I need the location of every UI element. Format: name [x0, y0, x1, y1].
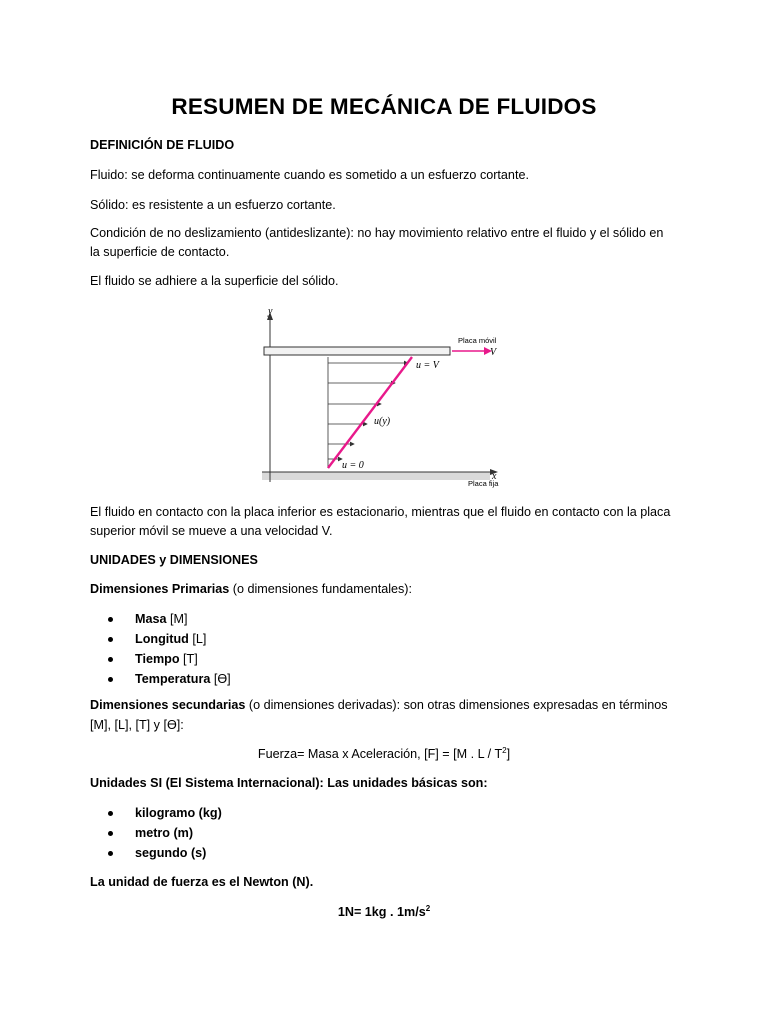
paragraph-newton: La unidad de fuerza es el Newton (N).: [90, 875, 314, 889]
y-axis-label: y: [268, 306, 273, 317]
page-title: RESUMEN DE MECÁNICA DE FLUIDOS: [171, 94, 597, 119]
dim-secundarias-term: Dimensiones secundarias: [90, 698, 246, 712]
section-heading-unidades: UNIDADES y DIMENSIONES: [90, 553, 258, 567]
paragraph-unidades-si: [90, 773, 488, 793]
primary-dimensions-list: [108, 609, 231, 689]
velocity-profile-line: [328, 357, 412, 468]
list-item: Tiempo [T]: [108, 649, 231, 669]
unidades-si-desc: (El Sistema Internacional): Las unidades básicas son:: [162, 776, 488, 790]
list-item: segundo (s): [108, 843, 222, 863]
moving-plate: [264, 347, 450, 355]
u-equals-v-label: u = V: [416, 360, 439, 371]
u-equals-zero-label: u = 0: [342, 460, 364, 471]
moving-plate-label: Placa móvil: [458, 336, 497, 345]
section-heading-definicion: DEFINICIÓN DE FLUIDO: [90, 138, 235, 152]
fixed-plate-label: Placa fija: [468, 479, 499, 488]
velocity-profile-figure: [256, 300, 506, 490]
list-item: Temperatura [ϴ]: [108, 669, 231, 689]
fixed-plate: [262, 472, 490, 480]
paragraph-adhiere: El fluido se adhiere a la superficie del sólido.: [90, 274, 339, 288]
paragraph-dimensiones-secundarias-line1: [90, 695, 668, 715]
fuerza-formula: Fuerza= Masa x Aceleración, [F] = [M . L / $T^2$]: [257, 746, 511, 761]
unidades-si-term: Unidades SI: [90, 776, 163, 790]
paragraph-condicion-line1: Condición de no deslizamiento (antideslizante): no hay movimiento relativo entre el fluido y el sólido en: [90, 226, 664, 240]
plate-velocity-label: V: [490, 347, 497, 358]
paragraph-fluido: Fluido: se deforma continuamente cuando es sometido a un esfuerzo cortante.: [90, 168, 529, 182]
si-units-list: [108, 803, 222, 863]
paragraph-dimensiones-primarias: [90, 579, 412, 599]
paragraph-dimensiones-secundarias-line2: [M], [L], [T] y [ϴ]:: [90, 718, 184, 732]
paragraph-condicion-line2: la superficie de contacto.: [90, 245, 230, 259]
dim-primarias-desc: (o dimensiones fundamentales):: [229, 582, 413, 596]
newton-formula: 1N= 1kg . $1m/s^2$: [337, 904, 431, 919]
velocity-profile-diagram: [256, 300, 506, 490]
x-axis-label: x: [492, 471, 497, 482]
u-of-y-label: u(y): [374, 416, 391, 427]
paragraph-solido: Sólido: es resistente a un esfuerzo cortante.: [90, 198, 336, 212]
paragraph-estacionario-line2: superior móvil se mueve a una velocidad V.: [90, 524, 333, 538]
dim-primarias-term: Dimensiones Primarias: [90, 582, 230, 596]
list-item: Longitud [L]: [108, 629, 231, 649]
list-item: metro (m): [108, 823, 222, 843]
list-item: kilogramo (kg): [108, 803, 222, 823]
list-item: Masa [M]: [108, 609, 231, 629]
dim-secundarias-desc: (o dimensiones derivadas): son otras dimensiones expresadas en términos: [245, 698, 668, 712]
paragraph-estacionario-line1: El fluido en contacto con la placa inferior es estacionario, mientras que el fluido en contacto con la placa: [90, 505, 671, 519]
